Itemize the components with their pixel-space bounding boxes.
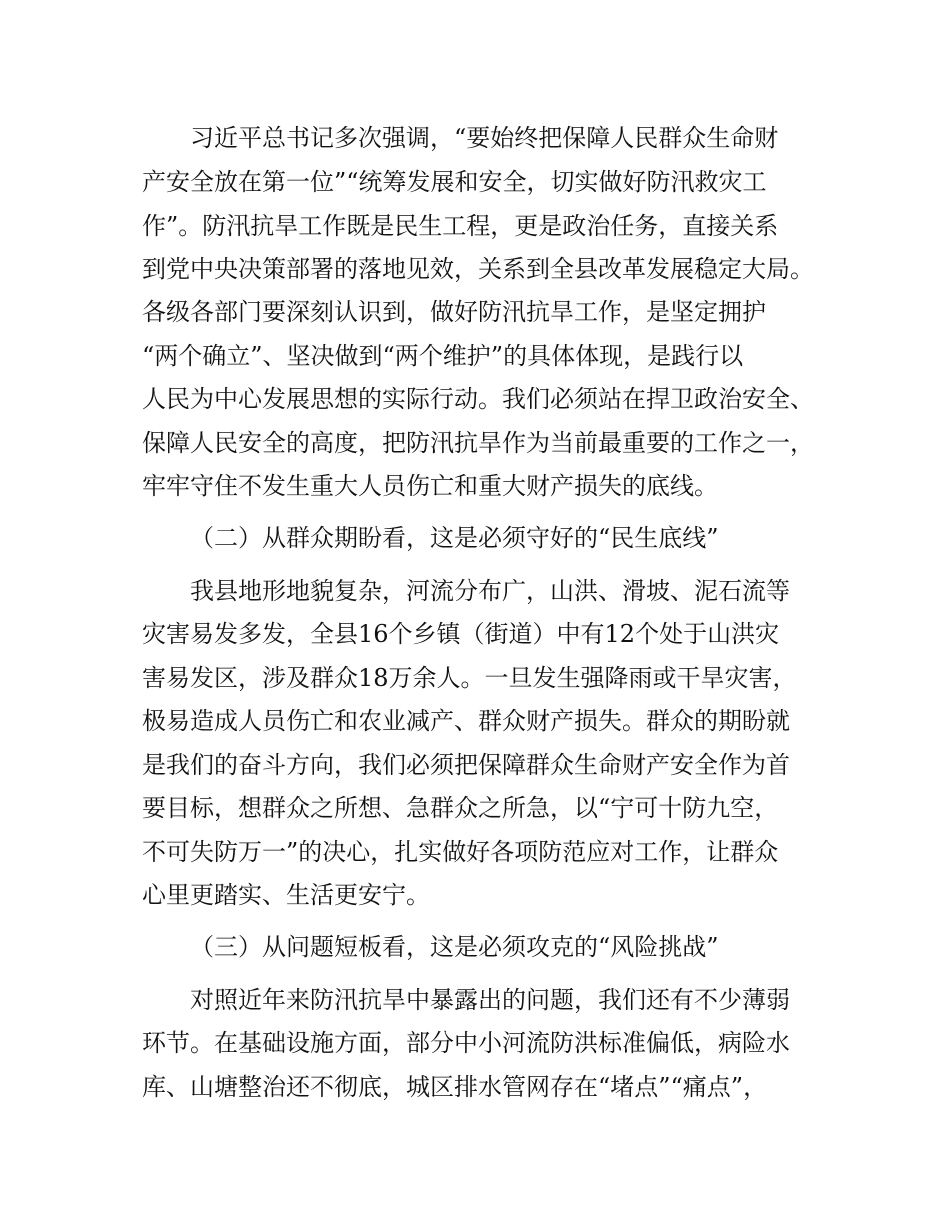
paragraph-1-line-2: 产安全放在第一位”“统筹发展和安全，切实做好防汛救灾工 (142, 168, 767, 196)
paragraph-1-line-4: 到党中央决策部署的落地见效，关系到全县改革发展稳定大局。 (142, 255, 814, 283)
paragraph-1-line-9: 牢牢守住不发生重大人员伤亡和重大财产损失的底线。 (142, 472, 718, 500)
paragraph-2-line-4: 极易造成人员伤亡和农业减产、群众财产损失。群众的期盼就 (142, 707, 790, 735)
paragraph-1-line-1: 习近平总书记多次强调，“要始终把保障人民群众生命财 (190, 124, 779, 152)
paragraph-2-line-8: 心里更踏实、生活更安宁。 (142, 881, 430, 909)
paragraph-2-line-7: 不可失防万一”的决心，扎实做好各项防范应对工作，让群众 (142, 838, 779, 866)
paragraph-2-line-3: 害易发区，涉及群众18万余人。一旦发生强降雨或干旱灾害， (142, 664, 797, 692)
section-heading-3: （三）从问题短板看，这是必须攻克的“风险挑战” (190, 933, 719, 961)
paragraph-1-line-7: 人民为中心发展思想的实际行动。我们必须站在捍卫政治安全、 (142, 385, 814, 413)
paragraph-1-line-3: 作”。防汛抗旱工作既是民生工程，更是政治任务，直接关系 (142, 212, 779, 240)
paragraph-3-line-3: 库、山塘整治还不彻底，城区排水管网存在“堵点”“痛点”， (142, 1073, 768, 1101)
section-heading-2: （二）从群众期盼看，这是必须守好的“民生底线” (190, 524, 719, 552)
paragraph-2-line-2: 灾害易发多发，全县16个乡镇（街道）中有12个处于山洪灾 (142, 620, 780, 648)
paragraph-2-line-6: 要目标，想群众之所想、急群众之所急，以“宁可十防九空， (142, 794, 779, 822)
paragraph-2-line-5: 是我们的奋斗方向，我们必须把保障群众生命财产安全作为首 (142, 751, 790, 779)
paragraph-3-line-1: 对照近年来防汛抗旱中暴露出的问题，我们还有不少薄弱 (190, 986, 790, 1014)
paragraph-1-line-5: 各级各部门要深刻认识到，做好防汛抗旱工作，是坚定拥护 (142, 298, 766, 326)
paragraph-1-line-6: “两个确立”、坚决做到“两个维护”的具体体现，是践行以 (142, 342, 744, 370)
paragraph-1-line-8: 保障人民安全的高度，把防汛抗旱作为当前最重要的工作之一， (142, 429, 814, 457)
paragraph-3-line-2: 环节。在基础设施方面，部分中小河流防洪标准偏低，病险水 (142, 1029, 790, 1057)
paragraph-2-line-1: 我县地形地貌复杂，河流分布广，山洪、滑坡、泥石流等 (190, 577, 790, 605)
